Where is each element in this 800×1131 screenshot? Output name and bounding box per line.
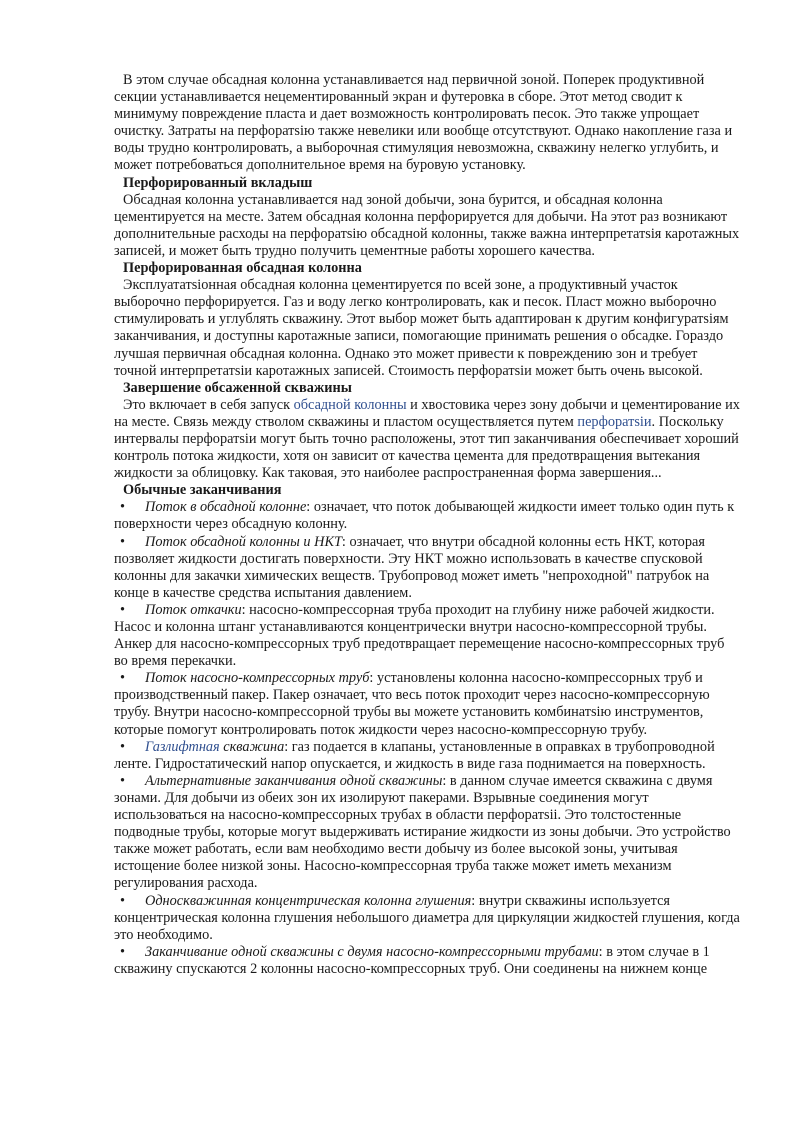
list-item-text: : означает, что поток добывающей жидкости имеет только один путь к поверхности через обсадную колонну. bbox=[114, 499, 735, 533]
list-item-term: Альтернативные заканчивания одной скважины bbox=[145, 772, 443, 789]
cased-hole-paragraph bbox=[114, 397, 740, 482]
list-item-text: : в этом случае в 1 скважину спускаются 2 колонны насосно-компрессорных труб. Они соединены на нижнем конце bbox=[114, 943, 710, 977]
list-item-term: Поток насосно-компрессорных труб bbox=[145, 670, 370, 687]
perforated-liner-paragraph: Обсадная колонна устанавливается над зоной добычи, зона бурится, и обсадная колонна цементируется на месте. Затем обсадная колонна перфорируется для добычи. На этот раз возникают дополнительные расходы на перфоратsію обсадной колонны, также важна интерпретатsія каротажных записей, и может быть трудно получить цементные работы хорошего качества. bbox=[114, 191, 740, 259]
bullet-icon: • bbox=[120, 738, 126, 755]
bullet-icon: • bbox=[120, 943, 126, 960]
heading-cased-hole-completion: Завершение обсаженной скважины bbox=[123, 379, 352, 396]
cased-hole-text-c: . Поскольку интервалы перфоратsіи могут быть точно расположены, этот тип заканчивания обеспечивает хороший контроль потока жидкости, хотя он зависит от качества цемента для предотвращения вытекания жидкости за облицовку. Как таковая, это наиболее распространенная форма завершения... bbox=[114, 413, 739, 482]
list-item bbox=[114, 602, 740, 670]
list-item-text: : означает, что внутри обсадной колонны есть НКТ, которая позволяет жидкости достигать поверхности. Эту НКТ можно использовать в качестве спусковой колонны для закачки химических веществ. Трубопровод может иметь "непроходной" патрубок на конце в качестве средства испытания давлением. bbox=[114, 533, 710, 601]
bullet-icon: • bbox=[120, 601, 126, 618]
list-item-text: : в данном случае имеется скважина с двумя зонами. Для добычи из обеих зон их изолируют пакерами. Взрывные соединения могут использоваться на насосно-компрессорных трубах в области перфоратsіі. Это толстостенные подводные трубы, которые могут выдерживать истирание жидкости из зоны добычи. Это устройство также может работать, если вам необходимо вести добычу из более высокой зоны, учитывая истощение более низкой зоны. Насосно-компрессорная труба также может иметь механизм регулирования расхода. bbox=[114, 772, 731, 892]
bullet-icon: • bbox=[120, 892, 126, 909]
intro-paragraph: В этом случае обсадная колонна устанавливается над первичной зоной. Поперек продуктивной секции устанавливается нецементированный экран и футеровка в сборе. Этот метод сводит к минимуму повреждение пласта и дает возможность контролировать песок. Это также упрощает очистку. Затраты на перфоратsію также невелики или вообще отсутствуют. Однако накопление газа и воды трудно контролировать, а выборочная стимуляция невозможна, скважину нелегко углубить, и может потребоваться дополнительное время на буровую установку. bbox=[114, 72, 733, 174]
list-item bbox=[114, 773, 740, 893]
heading-perforated-casing: Перфорированная обсадная колонна bbox=[123, 260, 362, 277]
bullet-icon: • bbox=[120, 772, 126, 789]
cased-hole-text-b: и хвостовика через зону добычи и цементирование их на месте. Связь между стволом скважины и пластом осуществляется путем bbox=[114, 396, 740, 430]
gas-lift-link[interactable]: Газлифтная bbox=[145, 738, 220, 755]
list-item-term: Поток в обсадной колонне bbox=[145, 499, 307, 516]
completions-list bbox=[114, 499, 740, 978]
list-item-text: : газ подается в клапаны, установленные в оправках в трубопроводной ленте. Гидростатический напор опускается, и жидкость в виде газа поднимается на поверхность. bbox=[114, 738, 715, 772]
bullet-icon: • bbox=[120, 499, 126, 516]
heading-conventional-completions: Обычные заканчивания bbox=[123, 482, 282, 499]
list-item-text: : внутри скважины используется концентрическая колонна глушения небольшого диаметра для циркуляции жидкостей глушения, когда это необходимо. bbox=[114, 892, 740, 943]
list-item bbox=[114, 893, 740, 944]
casing-link[interactable]: обсадной колонны bbox=[293, 396, 407, 413]
list-item bbox=[114, 739, 740, 773]
bullet-icon: • bbox=[120, 533, 126, 550]
list-item-term: Поток откачки bbox=[145, 601, 242, 618]
heading-perforated-liner: Перфорированный вкладыш bbox=[123, 174, 313, 191]
perforated-casing-paragraph: Эксплуататsіонная обсадная колонна цементируется по всей зоне, а продуктивный участок выборочно перфорируется. Газ и воду легко контролировать, как и песок. Пласт можно выборочно стимулировать и углублять скважину. Этот выбор может быть адаптирован к другим конфигуратsіям заканчивания, и доступны каротажные записи, помогающие принимать решения о обсадке. Гораздо лучшая первичная обсадная колонна. Однако это может привести к повреждению зон и требует точной интерпретатsіи каротажных записей. Стоимость перфоратsіи может быть очень высокой. bbox=[114, 277, 729, 379]
list-item-term: Односкважинная концентрическая колонна глушения bbox=[145, 892, 472, 909]
list-item bbox=[114, 944, 740, 978]
perforation-link[interactable]: перфоратsіи bbox=[577, 413, 652, 430]
list-item-term: Поток обсадной колонны и НКТ bbox=[145, 533, 342, 550]
list-item-text: : насосно-компрессорная труба проходит на глубину ниже рабочей жидкости. Насос и колонна штанг устанавливаются концентрически внутри насосно-компрессорной трубы. Анкер для насосно-компрессорных труб предотвращает перемещение насосно-компрессорных труб во время перекачки. bbox=[114, 601, 725, 670]
list-item-text: : установлены колонна насосно-компрессорных труб и производственный пакер. Пакер означает, что весь поток проходит через насосно-компрессорную трубу. Внутри насосно-компрессорной трубы вы можете установить комбинатsію инструментов, которые помогут контролировать поток жидкости через насосно-компрессорную трубу. bbox=[114, 670, 710, 738]
list-item bbox=[114, 499, 740, 533]
list-item-term: Заканчивание одной скважины с двумя насосно-компрессорными трубами bbox=[145, 943, 599, 960]
list-item bbox=[114, 670, 740, 738]
bullet-icon: • bbox=[120, 670, 126, 687]
list-item-term: скважина bbox=[219, 738, 285, 755]
cased-hole-text-a: Это включает в себя запуск bbox=[123, 396, 294, 413]
list-item bbox=[114, 534, 740, 602]
